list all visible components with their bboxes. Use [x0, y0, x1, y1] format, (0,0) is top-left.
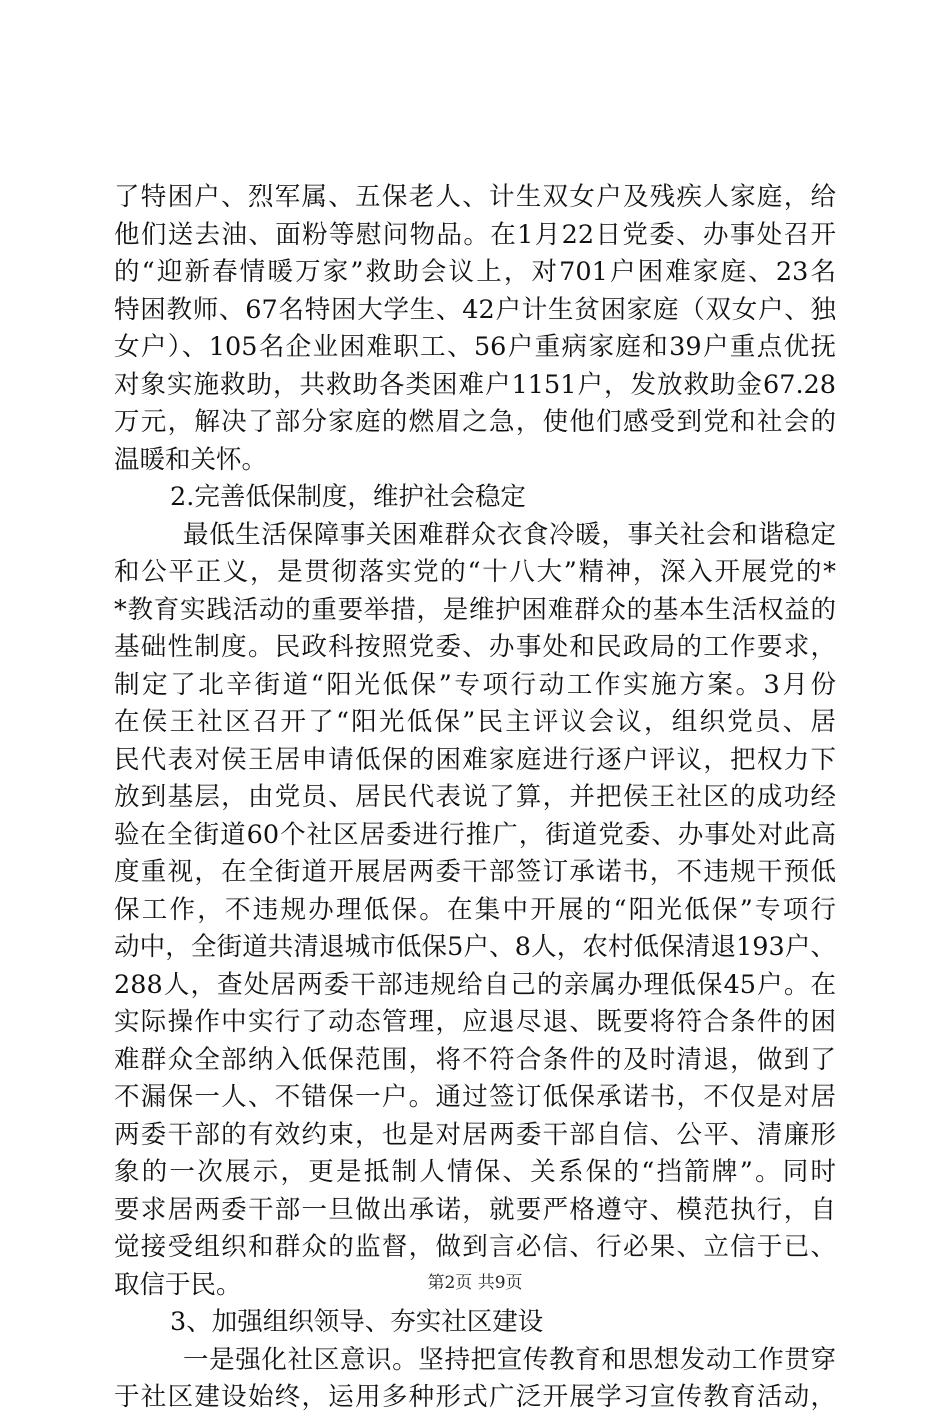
- text-line: 在侯王社区召开了“阳光低保”民主评议会议，组织党员、居: [114, 707, 836, 737]
- text-line: 两委干部的有效约束，也是对居两委干部自信、公平、清廉形: [114, 1119, 836, 1150]
- text-line: 难群众全部纳入低保范围，将不符合条件的及时清退，做到了: [114, 1044, 836, 1075]
- text-line: 要求居两委干部一旦做出承诺，就要严格遵守、模范执行，自: [114, 1194, 836, 1225]
- text-line: 验在全街道60个社区居委进行推广，街道党委、办事处对此高: [114, 819, 836, 850]
- text-line: 的“迎新春情暖万家”救助会议上，对701户困难家庭、23名: [114, 257, 836, 287]
- text-line: 度重视，在全街道开展居两委干部签订承诺书，不违规干预低: [114, 857, 836, 887]
- text-line: 特困教师、67名特困大学生、42户计生贫困家庭（双女户、独: [114, 294, 836, 325]
- text-line: 万元，解决了部分家庭的燃眉之急，使他们感受到党和社会的: [114, 407, 836, 437]
- text-line: 不漏保一人、不错保一户。通过签订低保承诺书，不仅是对居: [114, 1082, 836, 1112]
- text-line: 保工作，不违规办理低保。在集中开展的“阳光低保”专项行: [114, 894, 836, 925]
- text-line: 288人，查处居两委干部违规给自己的亲属办理低保45户。在: [114, 969, 836, 1000]
- text-line: 和公平正义，是贯彻落实党的“十八大”精神，深入开展党的*: [114, 557, 836, 587]
- text-line: 于社区建设始终，运用多种形式广泛开展学习宣传教育活动，: [114, 1382, 836, 1412]
- text-line: 制定了北辛街道“阳光低保”专项行动工作实施方案。3月份: [114, 669, 836, 700]
- text-line: 了特困户、烈军属、五保老人、计生双女户及残疾人家庭，给: [114, 182, 836, 212]
- text-line: 觉接受组织和群众的监督，做到言必信、行必果、立信于已、: [114, 1232, 836, 1262]
- text-line: 放到基层，由党员、居民代表说了算，并把侯王社区的成功经: [114, 782, 836, 812]
- text-line: 温暖和关怀。: [114, 444, 268, 475]
- paragraph-start-line: 最低生活保障事关困难群众衣食冷暖，事关社会和谐稳定: [183, 519, 836, 550]
- text-line: 他们送去油、面粉等慰问物品。在1月22日党委、办事处召开: [114, 219, 836, 250]
- document-body: [114, 179, 836, 1417]
- text-line: 象的一次展示，更是抵制人情保、关系保的“挡箭牌”。同时: [114, 1157, 836, 1187]
- text-line: 对象实施救助，共救助各类困难户1151户，发放救助金67.28: [114, 369, 836, 400]
- section-heading: 2.完善低保制度，维护社会稳定: [170, 482, 526, 512]
- paragraph-start-line: 一是强化社区意识。坚持把宣传教育和思想发动工作贯穿: [183, 1344, 836, 1375]
- text-line: 基础性制度。民政科按照党委、办事处和民政局的工作要求，: [114, 632, 836, 662]
- text-line: *教育实践活动的重要举措，是维护困难群众的基本生活权益的: [114, 594, 836, 625]
- text-line: 取信于民。: [114, 1269, 242, 1300]
- section-heading: 3、加强组织领导、夯实社区建设: [170, 1307, 544, 1337]
- text-line: 实际操作中实行了动态管理，应退尽退、既要将符合条件的困: [114, 1007, 836, 1037]
- text-line: 女户）、105名企业困难职工、56户重病家庭和39户重点优抚: [114, 332, 836, 362]
- page-footer: 第2页 共9页: [427, 1273, 523, 1293]
- text-line: 民代表对侯王居申请低保的困难家庭进行逐户评议，把权力下: [114, 744, 836, 775]
- text-line: 动中，全街道共清退城市低保5户、8人，农村低保清退193户、: [114, 932, 836, 962]
